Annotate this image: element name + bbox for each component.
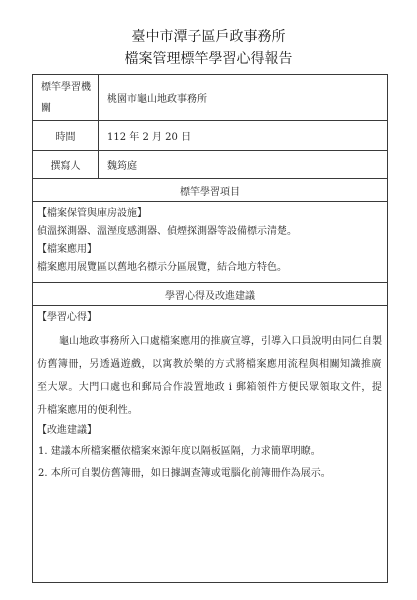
item-group-title: 【檔案保管與庫房設施】 xyxy=(37,208,147,219)
reflection-heading-row xyxy=(33,283,387,306)
suggestion-item: 1. 建議本所檔案櫃依檔案來源年度以隔板區隔，力求簡單明瞭。 xyxy=(38,446,321,457)
learning-paragraph-line: 升檔案應用的便利性。 xyxy=(37,405,138,416)
report-form-table xyxy=(32,74,388,583)
office-title: 臺中市潭子區戶政事務所 xyxy=(131,29,286,45)
date-value: 112 年 2 月 20 日 xyxy=(107,132,192,143)
item-group-text: 偵溫探測器、溫溼度感測器、偵煙探測器等設備標示清楚。 xyxy=(37,226,297,237)
benchmark-items-heading: 標竿學習項目 xyxy=(180,186,240,198)
benchmark-agency-value: 桃園市龜山地政事務所 xyxy=(107,94,207,105)
suggestions-list xyxy=(37,441,384,485)
reflection-heading: 學習心得及改進建議 xyxy=(165,290,255,302)
benchmark-agency-label-line: 關 xyxy=(41,102,51,114)
benchmark-items-section xyxy=(33,202,387,283)
suggestions-title: 【改進建議】 xyxy=(37,425,97,436)
benchmark-items-heading-row xyxy=(33,179,387,202)
row-date xyxy=(33,121,387,151)
benchmark-agency-label-line: 標竿學習機 xyxy=(41,81,91,93)
item-group-text: 檔案應用展覽區以舊地名標示分區展覽，結合地方特色。 xyxy=(37,262,287,273)
row-benchmark-agency xyxy=(33,75,387,121)
date-label-cell xyxy=(33,121,99,150)
date-label: 時間 xyxy=(55,132,76,143)
row-author xyxy=(33,151,387,179)
date-value-cell xyxy=(99,121,387,150)
learning-paragraph-line: 至大眾。大門口處也和郵局合作設置地政 i 郵箱領件方便民眾領取文件，提 xyxy=(37,382,383,393)
item-group-title: 【檔案應用】 xyxy=(37,244,97,255)
learning-title: 【學習心得】 xyxy=(37,312,97,323)
learning-paragraph-line: 龜山地政事務所入口處檔案應用的推廣宣導，引導入口員說明由同仁自製 xyxy=(59,336,383,347)
learning-paragraph-line: 仿舊簿冊，另透過遊戲，以寓教於樂的方式將檔案應用流程與相關知識推廣 xyxy=(37,359,382,370)
benchmark-agency-label xyxy=(33,75,99,120)
benchmark-agency-value-cell xyxy=(99,75,387,120)
suggestion-item: 2. 本所可自製仿舊簿冊，如日據調查簿或電腦化前簿冊作為展示。 xyxy=(38,468,331,479)
author-value-cell xyxy=(99,151,387,178)
author-label-cell xyxy=(33,151,99,178)
author-label: 撰寫人 xyxy=(50,161,81,172)
reflection-section xyxy=(33,306,387,582)
report-title: 檔案管理標竿學習心得報告 xyxy=(124,51,293,67)
author-value: 魏筠庭 xyxy=(107,161,137,172)
learning-paragraph xyxy=(37,330,384,422)
